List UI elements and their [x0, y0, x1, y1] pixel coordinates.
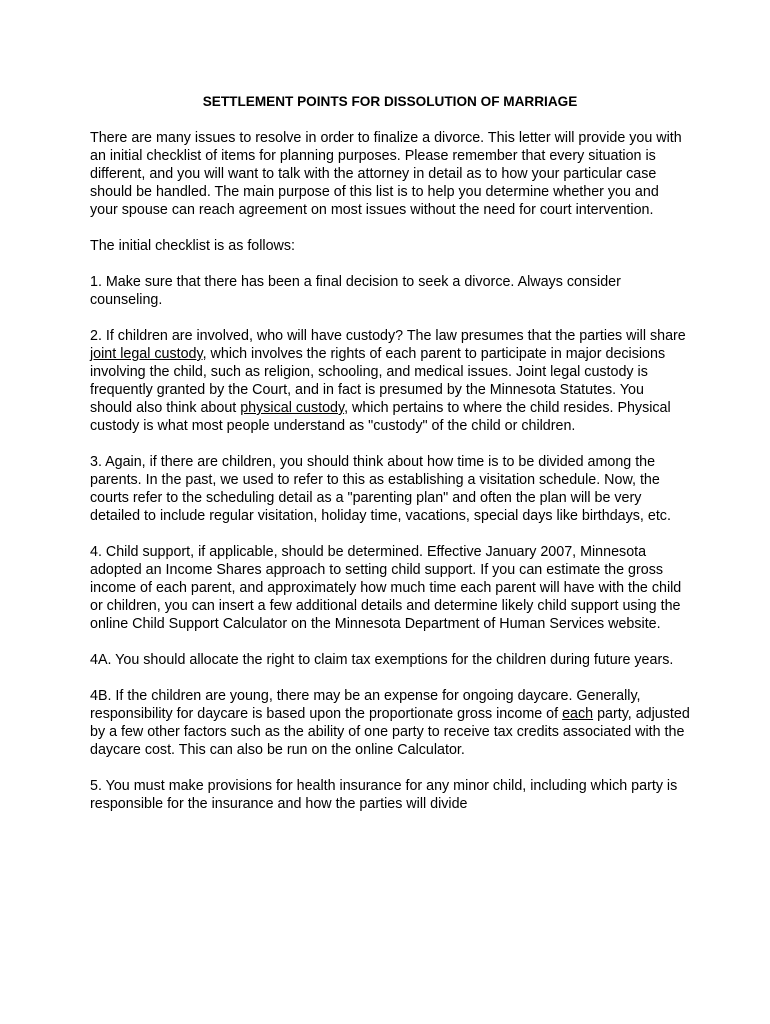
checklist-item-4a: 4A. You should allocate the right to claim tax exemptions for the children during future years. — [90, 652, 674, 668]
document-title: SETTLEMENT POINTS FOR DISSOLUTION OF MARRIAGE — [202, 94, 578, 109]
item-4b-text-1: 4B. If the children are young, there may be an expense for ongoing daycare. Generally, responsibility for daycare is based upon the proportionate gross income of — [90, 688, 641, 722]
checklist-item-2 — [90, 327, 690, 435]
item-4b-text-2: party, adjusted by a few other factors such as the ability of one party to receive tax credits associated with the daycare cost. This can also be run on the online Calculator. — [90, 706, 690, 758]
joint-legal-custody-term: joint legal custody — [90, 346, 203, 362]
document-page — [90, 93, 690, 831]
intro-paragraph: There are many issues to resolve in order to finalize a divorce. This letter will provide you with an initial checklist of items for planning purposes. Please remember that every situation is different, and you will want to talk with the attorney in detail as to how your particular case should be handled. The main purpose of this list is to help you determine whether you and your spouse can reach agreement on most issues without the need for court intervention. — [90, 130, 682, 218]
checklist-item-4b — [90, 687, 690, 759]
item-2-text-3: , which pertains to where the child resides. Physical custody is what most people understand as "custody" of the child or children. — [90, 400, 671, 434]
physical-custody-term: physical custody — [240, 400, 345, 416]
checklist-item-4: 4. Child support, if applicable, should be determined. Effective January 2007, Minnesota adopted an Income Shares approach to setting child support. If you can estimate the gross income of each parent, and approximately how much time each parent will have with the child or children, you can insert a few additional details and determine likely child support using the online Child Support Calculator on the Minnesota Department of Human Services website. — [90, 544, 682, 632]
checklist-item-3: 3. Again, if there are children, you should think about how time is to be divided among the parents. In the past, we used to refer to this as establishing a visitation schedule. Now, the courts refer to the scheduling detail as a "parenting plan" and often the plan will be very detailed to include regular visitation, holiday time, vacations, special days like birthdays, etc. — [90, 454, 671, 524]
checklist-item-5: 5. You must make provisions for health insurance for any minor child, including which party is responsible for the insurance and how the parties will divide — [90, 778, 678, 812]
each-term: each — [562, 706, 594, 722]
checklist-item-1: 1. Make sure that there has been a final decision to seek a divorce. Always consider counseling. — [90, 274, 621, 308]
item-2-text-1: 2. If children are involved, who will have custody? The law presumes that the parties will share — [90, 328, 686, 344]
item-2-text-2: , which involves the rights of each parent to participate in major decisions involving the child, such as religion, schooling, and medical issues. Joint legal custody is frequently granted by the Court, and in fact is presumed by the Minnesota Statutes. You should also think about — [90, 346, 666, 416]
checklist-intro: The initial checklist is as follows: — [90, 238, 295, 254]
